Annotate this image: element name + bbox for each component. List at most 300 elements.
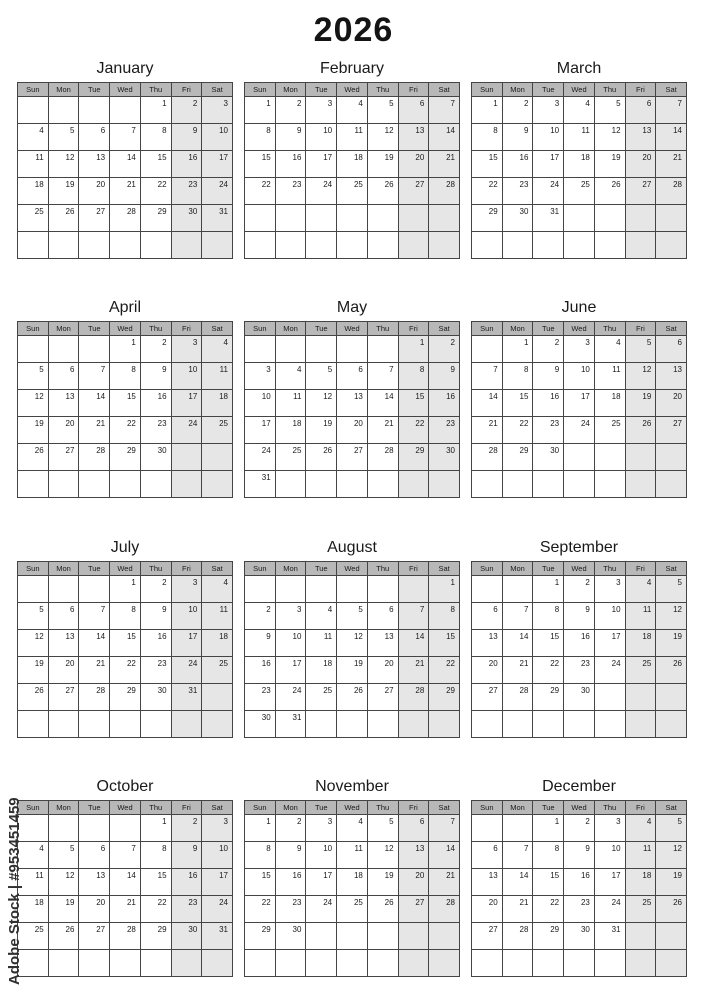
day-cell: 10	[202, 124, 233, 151]
empty-cell	[141, 471, 172, 498]
day-cell: 31	[276, 711, 307, 738]
empty-cell	[368, 232, 399, 259]
empty-cell	[656, 923, 687, 950]
day-cell: 18	[337, 869, 368, 896]
day-cell: 12	[18, 390, 49, 417]
day-cell: 20	[399, 869, 430, 896]
weekday-header: Sun	[245, 801, 276, 815]
empty-cell	[429, 923, 460, 950]
empty-cell	[368, 471, 399, 498]
weekday-header: Tue	[79, 322, 110, 336]
day-cell: 28	[472, 444, 503, 471]
day-cell: 13	[368, 630, 399, 657]
day-cell: 9	[564, 603, 595, 630]
weekday-header: Fri	[172, 322, 203, 336]
empty-cell	[110, 97, 141, 124]
day-cell: 22	[399, 417, 430, 444]
weekday-header: Fri	[399, 562, 430, 576]
empty-cell	[276, 576, 307, 603]
day-cell: 9	[141, 363, 172, 390]
empty-cell	[172, 950, 203, 977]
month-grid	[471, 321, 687, 498]
month-grid	[471, 82, 687, 259]
day-cell: 28	[110, 923, 141, 950]
day-cell: 17	[202, 151, 233, 178]
empty-cell	[202, 684, 233, 711]
weekday-header: Fri	[399, 801, 430, 815]
day-cell: 14	[368, 390, 399, 417]
day-cell: 15	[472, 151, 503, 178]
day-cell: 8	[245, 124, 276, 151]
day-cell: 16	[245, 657, 276, 684]
weekday-header: Tue	[306, 322, 337, 336]
empty-cell	[245, 205, 276, 232]
day-cell: 19	[595, 151, 626, 178]
day-cell: 12	[626, 363, 657, 390]
day-cell: 1	[110, 336, 141, 363]
month-name: October	[96, 778, 154, 795]
empty-cell	[656, 711, 687, 738]
day-cell: 17	[306, 151, 337, 178]
weekday-header: Thu	[368, 83, 399, 97]
empty-cell	[306, 471, 337, 498]
empty-cell	[245, 950, 276, 977]
weekday-header: Wed	[337, 562, 368, 576]
empty-cell	[399, 576, 430, 603]
day-cell: 5	[306, 363, 337, 390]
day-cell: 24	[202, 896, 233, 923]
day-cell: 24	[202, 178, 233, 205]
day-cell: 9	[429, 363, 460, 390]
day-cell: 16	[141, 390, 172, 417]
day-cell: 10	[172, 603, 203, 630]
day-cell: 27	[399, 896, 430, 923]
empty-cell	[245, 576, 276, 603]
day-cell: 11	[564, 124, 595, 151]
weekday-header: Wed	[337, 83, 368, 97]
day-cell: 11	[595, 363, 626, 390]
day-cell: 23	[429, 417, 460, 444]
day-cell: 13	[49, 390, 80, 417]
day-cell: 9	[533, 363, 564, 390]
weekday-header: Wed	[564, 801, 595, 815]
day-cell: 13	[399, 124, 430, 151]
weekday-header: Wed	[110, 83, 141, 97]
day-cell: 28	[79, 444, 110, 471]
day-cell: 30	[503, 205, 534, 232]
day-cell: 26	[337, 684, 368, 711]
month-name: November	[315, 778, 389, 795]
day-cell: 1	[245, 97, 276, 124]
month-december	[471, 774, 687, 977]
day-cell: 2	[172, 97, 203, 124]
empty-cell	[172, 471, 203, 498]
day-cell: 12	[18, 630, 49, 657]
day-cell: 15	[245, 869, 276, 896]
weekday-header: Thu	[141, 562, 172, 576]
day-cell: 10	[595, 842, 626, 869]
empty-cell	[245, 336, 276, 363]
day-cell: 9	[141, 603, 172, 630]
empty-cell	[49, 576, 80, 603]
day-cell: 4	[564, 97, 595, 124]
month-name: January	[96, 60, 154, 77]
day-cell: 11	[18, 869, 49, 896]
day-cell: 6	[337, 363, 368, 390]
weekday-header: Tue	[79, 801, 110, 815]
day-cell: 7	[656, 97, 687, 124]
weekday-header: Fri	[172, 562, 203, 576]
day-cell: 5	[656, 576, 687, 603]
day-cell: 6	[626, 97, 657, 124]
weekday-header: Wed	[110, 562, 141, 576]
day-cell: 30	[429, 444, 460, 471]
day-cell: 22	[245, 896, 276, 923]
day-cell: 13	[79, 869, 110, 896]
day-cell: 24	[306, 896, 337, 923]
day-cell: 18	[202, 630, 233, 657]
day-cell: 3	[306, 815, 337, 842]
day-cell: 21	[79, 417, 110, 444]
month-grid	[471, 561, 687, 738]
day-cell: 26	[49, 205, 80, 232]
empty-cell	[368, 205, 399, 232]
empty-cell	[306, 950, 337, 977]
day-cell: 25	[626, 896, 657, 923]
month-grid	[244, 561, 460, 738]
day-cell: 2	[503, 97, 534, 124]
empty-cell	[656, 684, 687, 711]
day-cell: 20	[626, 151, 657, 178]
empty-cell	[79, 815, 110, 842]
empty-cell	[202, 471, 233, 498]
empty-cell	[533, 471, 564, 498]
empty-cell	[429, 950, 460, 977]
day-cell: 7	[110, 124, 141, 151]
day-cell: 11	[626, 842, 657, 869]
empty-cell	[49, 471, 80, 498]
empty-cell	[503, 232, 534, 259]
day-cell: 14	[429, 842, 460, 869]
empty-cell	[503, 815, 534, 842]
month-june	[471, 295, 687, 498]
empty-cell	[503, 950, 534, 977]
month-february	[244, 56, 460, 259]
day-cell: 8	[399, 363, 430, 390]
empty-cell	[337, 711, 368, 738]
weekday-header: Wed	[564, 322, 595, 336]
day-cell: 28	[429, 896, 460, 923]
day-cell: 8	[110, 603, 141, 630]
day-cell: 8	[141, 842, 172, 869]
weekday-header: Sat	[202, 322, 233, 336]
weekday-header: Sun	[472, 562, 503, 576]
day-cell: 7	[503, 842, 534, 869]
day-cell: 17	[533, 151, 564, 178]
day-cell: 19	[656, 869, 687, 896]
day-cell: 18	[18, 178, 49, 205]
day-cell: 28	[368, 444, 399, 471]
year-title: 2026	[313, 11, 394, 49]
empty-cell	[429, 471, 460, 498]
day-cell: 17	[172, 630, 203, 657]
weekday-header: Tue	[306, 83, 337, 97]
day-cell: 1	[245, 815, 276, 842]
day-cell: 20	[656, 390, 687, 417]
day-cell: 23	[533, 417, 564, 444]
weekday-header: Sat	[656, 83, 687, 97]
empty-cell	[656, 950, 687, 977]
empty-cell	[276, 336, 307, 363]
day-cell: 17	[245, 417, 276, 444]
day-cell: 5	[595, 97, 626, 124]
weekday-header: Thu	[368, 322, 399, 336]
day-cell: 21	[110, 896, 141, 923]
weekday-header: Sat	[429, 562, 460, 576]
empty-cell	[595, 684, 626, 711]
day-cell: 15	[503, 390, 534, 417]
day-cell: 25	[202, 657, 233, 684]
weekday-header: Fri	[626, 801, 657, 815]
day-cell: 3	[245, 363, 276, 390]
day-cell: 12	[337, 630, 368, 657]
day-cell: 22	[141, 178, 172, 205]
day-cell: 22	[429, 657, 460, 684]
day-cell: 7	[429, 97, 460, 124]
day-cell: 14	[399, 630, 430, 657]
month-august	[244, 535, 460, 738]
day-cell: 30	[172, 923, 203, 950]
empty-cell	[368, 711, 399, 738]
day-cell: 28	[399, 684, 430, 711]
weekday-header: Thu	[595, 322, 626, 336]
empty-cell	[79, 471, 110, 498]
weekday-header: Mon	[49, 322, 80, 336]
day-cell: 28	[110, 205, 141, 232]
day-cell: 19	[49, 896, 80, 923]
day-cell: 14	[79, 630, 110, 657]
month-name: February	[319, 60, 385, 77]
weekday-header: Mon	[503, 801, 534, 815]
day-cell: 25	[276, 444, 307, 471]
empty-cell	[141, 232, 172, 259]
day-cell: 27	[472, 923, 503, 950]
month-january	[17, 56, 233, 259]
month-name: December	[542, 778, 616, 795]
day-cell: 13	[79, 151, 110, 178]
day-cell: 24	[245, 444, 276, 471]
weekday-header: Mon	[276, 83, 307, 97]
weekday-header: Thu	[595, 83, 626, 97]
day-cell: 16	[503, 151, 534, 178]
day-cell: 20	[79, 178, 110, 205]
empty-cell	[276, 232, 307, 259]
empty-cell	[564, 444, 595, 471]
day-cell: 29	[503, 444, 534, 471]
weekday-header: Wed	[564, 83, 595, 97]
day-cell: 18	[306, 657, 337, 684]
empty-cell	[18, 471, 49, 498]
weekday-header: Wed	[110, 322, 141, 336]
empty-cell	[110, 471, 141, 498]
day-cell: 4	[18, 842, 49, 869]
month-november	[244, 774, 460, 977]
day-cell: 13	[337, 390, 368, 417]
month-march	[471, 56, 687, 259]
day-cell: 12	[49, 151, 80, 178]
day-cell: 26	[656, 896, 687, 923]
day-cell: 20	[79, 896, 110, 923]
day-cell: 6	[49, 603, 80, 630]
empty-cell	[368, 923, 399, 950]
day-cell: 6	[399, 815, 430, 842]
weekday-header: Sat	[202, 83, 233, 97]
weekday-header: Mon	[276, 322, 307, 336]
day-cell: 22	[472, 178, 503, 205]
day-cell: 2	[276, 97, 307, 124]
day-cell: 6	[49, 363, 80, 390]
weekday-header: Mon	[276, 562, 307, 576]
day-cell: 20	[337, 417, 368, 444]
day-cell: 9	[276, 124, 307, 151]
day-cell: 13	[399, 842, 430, 869]
day-cell: 19	[49, 178, 80, 205]
month-name: June	[561, 299, 597, 316]
day-cell: 25	[626, 657, 657, 684]
month-name: July	[110, 539, 140, 556]
weekday-header: Sun	[18, 801, 49, 815]
day-cell: 9	[564, 842, 595, 869]
day-cell: 7	[79, 603, 110, 630]
empty-cell	[564, 950, 595, 977]
day-cell: 5	[626, 336, 657, 363]
day-cell: 9	[276, 842, 307, 869]
weekday-header: Tue	[79, 562, 110, 576]
day-cell: 25	[564, 178, 595, 205]
empty-cell	[626, 684, 657, 711]
day-cell: 28	[503, 923, 534, 950]
empty-cell	[79, 950, 110, 977]
empty-cell	[503, 711, 534, 738]
day-cell: 5	[337, 603, 368, 630]
day-cell: 18	[276, 417, 307, 444]
weekday-header: Thu	[368, 562, 399, 576]
day-cell: 16	[141, 630, 172, 657]
day-cell: 28	[429, 178, 460, 205]
empty-cell	[472, 471, 503, 498]
empty-cell	[306, 576, 337, 603]
month-grid	[17, 82, 233, 259]
weekday-header: Sat	[429, 322, 460, 336]
day-cell: 18	[595, 390, 626, 417]
day-cell: 27	[399, 178, 430, 205]
day-cell: 1	[503, 336, 534, 363]
empty-cell	[49, 711, 80, 738]
day-cell: 9	[172, 124, 203, 151]
day-cell: 12	[656, 603, 687, 630]
day-cell: 4	[337, 97, 368, 124]
weekday-header: Sat	[202, 562, 233, 576]
day-cell: 26	[18, 444, 49, 471]
day-cell: 17	[172, 390, 203, 417]
day-cell: 4	[626, 815, 657, 842]
day-cell: 5	[656, 815, 687, 842]
day-cell: 21	[472, 417, 503, 444]
day-cell: 7	[429, 815, 460, 842]
weekday-header: Fri	[172, 83, 203, 97]
day-cell: 27	[626, 178, 657, 205]
day-cell: 6	[79, 842, 110, 869]
month-september	[471, 535, 687, 738]
day-cell: 4	[276, 363, 307, 390]
day-cell: 3	[202, 97, 233, 124]
day-cell: 29	[110, 444, 141, 471]
day-cell: 8	[429, 603, 460, 630]
empty-cell	[110, 950, 141, 977]
empty-cell	[429, 711, 460, 738]
empty-cell	[337, 950, 368, 977]
empty-cell	[306, 205, 337, 232]
day-cell: 14	[503, 630, 534, 657]
day-cell: 27	[656, 417, 687, 444]
day-cell: 25	[202, 417, 233, 444]
day-cell: 21	[429, 869, 460, 896]
empty-cell	[141, 950, 172, 977]
day-cell: 7	[399, 603, 430, 630]
day-cell: 27	[49, 444, 80, 471]
day-cell: 2	[276, 815, 307, 842]
weekday-header: Sun	[18, 322, 49, 336]
day-cell: 4	[337, 815, 368, 842]
empty-cell	[626, 444, 657, 471]
day-cell: 11	[337, 124, 368, 151]
day-cell: 14	[110, 151, 141, 178]
day-cell: 3	[564, 336, 595, 363]
empty-cell	[337, 923, 368, 950]
day-cell: 19	[626, 390, 657, 417]
day-cell: 17	[595, 869, 626, 896]
day-cell: 16	[172, 869, 203, 896]
empty-cell	[202, 232, 233, 259]
day-cell: 21	[503, 896, 534, 923]
empty-cell	[337, 471, 368, 498]
day-cell: 17	[306, 869, 337, 896]
empty-cell	[18, 97, 49, 124]
day-cell: 26	[306, 444, 337, 471]
day-cell: 15	[533, 869, 564, 896]
day-cell: 10	[306, 842, 337, 869]
day-cell: 14	[503, 869, 534, 896]
day-cell: 24	[595, 896, 626, 923]
day-cell: 13	[472, 630, 503, 657]
weekday-header: Fri	[626, 83, 657, 97]
empty-cell	[564, 205, 595, 232]
day-cell: 30	[141, 684, 172, 711]
day-cell: 11	[276, 390, 307, 417]
day-cell: 5	[49, 124, 80, 151]
empty-cell	[399, 205, 430, 232]
day-cell: 14	[110, 869, 141, 896]
day-cell: 23	[564, 657, 595, 684]
empty-cell	[306, 923, 337, 950]
day-cell: 12	[306, 390, 337, 417]
day-cell: 15	[245, 151, 276, 178]
day-cell: 26	[626, 417, 657, 444]
day-cell: 14	[429, 124, 460, 151]
empty-cell	[306, 232, 337, 259]
day-cell: 5	[368, 815, 399, 842]
empty-cell	[172, 711, 203, 738]
